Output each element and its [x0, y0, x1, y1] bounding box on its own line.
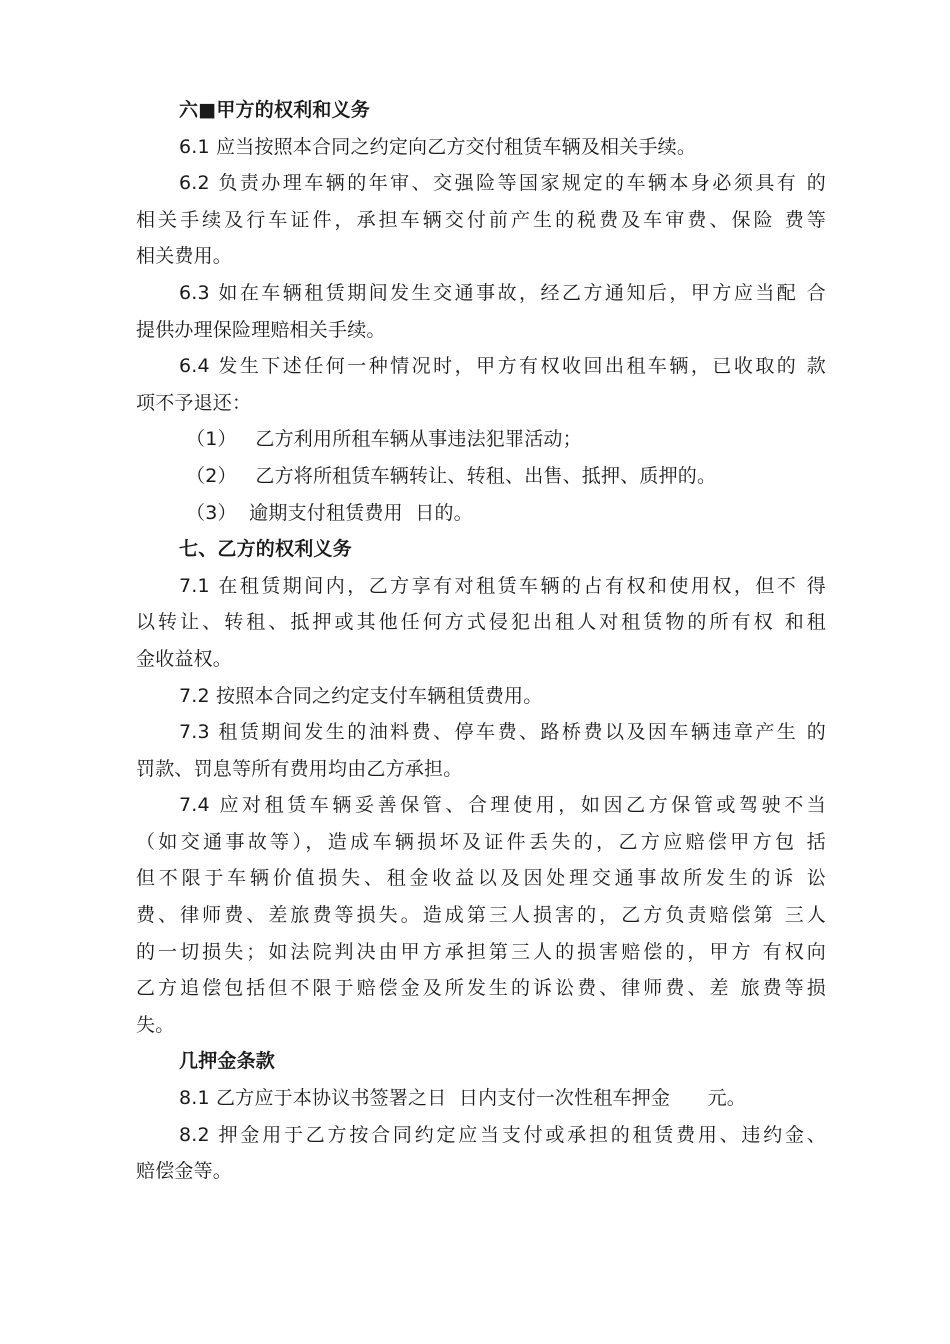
section-heading: 六■甲方的权利和义务 [179, 99, 370, 121]
paragraph-line: 6.1 应当按照本合同之约定向乙方交付租赁车辆及相关手续。 [179, 135, 697, 158]
paragraph-line: 7.2 按照本合同之约定支付车辆租赁费用。 [179, 684, 543, 707]
section-heading: 几押金条款 [179, 1050, 276, 1073]
paragraph-line: 的一切损失；如法院判决由甲方承担第三人的损害赔偿的，甲方 有权向 [136, 940, 826, 963]
paragraph-line: 费、律师费、差旅费等损失。造成第三人损害的，乙方负责赔偿第 三人 [136, 904, 826, 927]
paragraph-line: （3） 逾期支付租赁费用 日的。 [186, 501, 473, 524]
paragraph-line: 6.3 如在车辆租赁期间发生交通事故，经乙方通知后，甲方应当配 合 [179, 281, 826, 304]
paragraph-line: 7.4 应对租赁车辆妥善保管、合理使用，如因乙方保管或驾驶不当 [179, 794, 826, 817]
paragraph-line: 项不予退还： [136, 391, 252, 414]
paragraph-line: 失。 [136, 1013, 175, 1036]
paragraph-line: （1） 乙方利用所租车辆从事违法犯罪活动； [186, 428, 582, 451]
paragraph-line: 6.4 发生下述任何一种情况时，甲方有权收回出租车辆，已收取的 款 [179, 355, 826, 378]
paragraph-line: 相关费用。 [136, 245, 233, 268]
paragraph-line: 8.2 押金用于乙方按合同约定应当支付或承担的租赁费用、违约金、 [179, 1123, 826, 1146]
paragraph-line: 提供办理保险理赔相关手续。 [136, 318, 386, 341]
paragraph-line: 8.1 乙方应于本协议书签署之日 日内支付一次性租车押金 元。 [179, 1087, 746, 1110]
paragraph-line: 6.2 负责办理车辆的年审、交强险等国家规定的车辆本身必须具有 的 [179, 172, 826, 195]
paragraph-line: 7.3 租赁期间发生的油料费、停车费、路桥费以及因车辆违章产生 的 [179, 721, 826, 744]
paragraph-line: 罚款、罚息等所有费用均由乙方承担。 [136, 757, 463, 780]
paragraph-line: 乙方追偿包括但不限于赔偿金及所发生的诉讼费、律师费、差 旅费等损 [136, 977, 826, 1000]
paragraph-line: （2） 乙方将所租赁车辆转让、转租、出售、抵押、质押的。 [186, 464, 717, 487]
section-heading: 七、乙方的权利义务 [179, 538, 352, 561]
paragraph-line: 金收益权。 [136, 647, 233, 670]
paragraph-line: 7.1 在租赁期间内，乙方享有对租赁车辆的占有权和使用权，但不 得 [179, 574, 826, 597]
paragraph-line: 以转让、转租、抵押或其他任何方式侵犯出租人对租赁物的所有权 和租 [136, 611, 826, 634]
paragraph-line: 相关手续及行车证件，承担车辆交付前产生的税费及车审费、保险 费等 [136, 208, 826, 231]
paragraph-line: 但不限于车辆价值损失、租金收益以及因处理交通事故所发生的诉 讼 [136, 867, 826, 890]
paragraph-line: 赔偿金等。 [136, 1160, 233, 1183]
contract-page [136, 92, 826, 1190]
paragraph-line: （如交通事故等），造成车辆损坏及证件丢失的，乙方应赔偿甲方包 括 [136, 830, 826, 853]
